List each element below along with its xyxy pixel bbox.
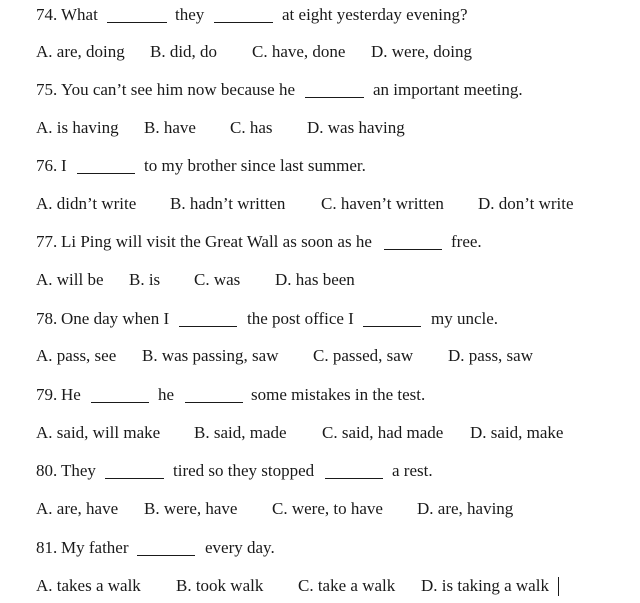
answer-blank [105,478,164,479]
option-d: D. are, having [417,499,514,518]
stem-text: He [61,385,81,404]
option-b: B. have [144,118,196,137]
option-a: A. will be [36,270,104,289]
option-a: A. pass, see [36,346,117,365]
answer-blank [137,555,195,556]
question-number: 79. [36,385,58,404]
stem-text: I [61,156,67,175]
question-number: 74. [36,5,58,24]
text-cursor [558,577,559,596]
option-d: D. was having [307,118,405,137]
option-b: B. did, do [150,42,218,61]
answer-blank [325,478,383,479]
option-a: A. are, have [36,499,119,518]
stem-text: an important meeting. [373,80,523,99]
option-d: D. is taking a walk [421,576,549,595]
stem-text: tired so they stopped [173,461,315,480]
option-b: B. said, made [194,423,287,442]
stem-text: You can’t see him now because he [61,80,296,99]
answer-blank [384,249,442,250]
stem-text: my uncle. [431,309,499,328]
stem-text: My father [61,538,129,557]
option-b: B. were, have [144,499,238,518]
question-number: 77. [36,232,58,251]
option-c: C. have, done [252,42,346,61]
stem-text: some mistakes in the test. [251,385,426,404]
option-c: C. was [194,270,241,289]
option-a: A. is having [36,118,119,137]
option-c: C. were, to have [272,499,383,518]
option-c: C. said, had made [322,423,444,442]
stem-text: at eight yesterday evening? [282,5,468,24]
option-b: B. hadn’t written [170,194,286,213]
answer-blank [305,97,364,98]
option-c: C. take a walk [298,576,396,595]
stem-text: Li Ping will visit the Great Wall as soon as he [61,232,372,251]
option-d: D. don’t write [478,194,574,213]
option-d: D. said, make [470,423,564,442]
option-b: B. was passing, saw [142,346,279,365]
answer-blank [179,326,237,327]
stem-text: They [61,461,96,480]
stem-text: he [158,385,175,404]
stem-text: the post office I [247,309,354,328]
question-number: 76. [36,156,58,175]
option-c: C. passed, saw [313,346,414,365]
option-d: D. has been [275,270,355,289]
option-b: B. took walk [176,576,264,595]
answer-blank [363,326,421,327]
answer-blank [107,22,167,23]
stem-text: What [61,5,98,24]
option-a: A. said, will make [36,423,161,442]
stem-text: every day. [205,538,275,557]
answer-blank [91,402,149,403]
stem-text: free. [451,232,482,251]
stem-text: they [175,5,205,24]
answer-blank [77,173,135,174]
option-d: D. pass, saw [448,346,533,365]
question-number: 80. [36,461,58,480]
option-d: D. were, doing [371,42,473,61]
stem-text: to my brother since last summer. [144,156,366,175]
answer-blank [185,402,243,403]
question-number: 75. [36,80,58,99]
answer-blank [214,22,273,23]
stem-text: One day when I [61,309,170,328]
option-a: A. didn’t write [36,194,137,213]
option-c: C. has [230,118,273,137]
stem-text: a rest. [392,461,433,480]
question-number: 81. [36,538,58,557]
question-number: 78. [36,309,58,328]
option-c: C. haven’t written [321,194,444,213]
option-a: A. are, doing [36,42,125,61]
option-a: A. takes a walk [36,576,141,595]
option-b: B. is [129,270,161,289]
